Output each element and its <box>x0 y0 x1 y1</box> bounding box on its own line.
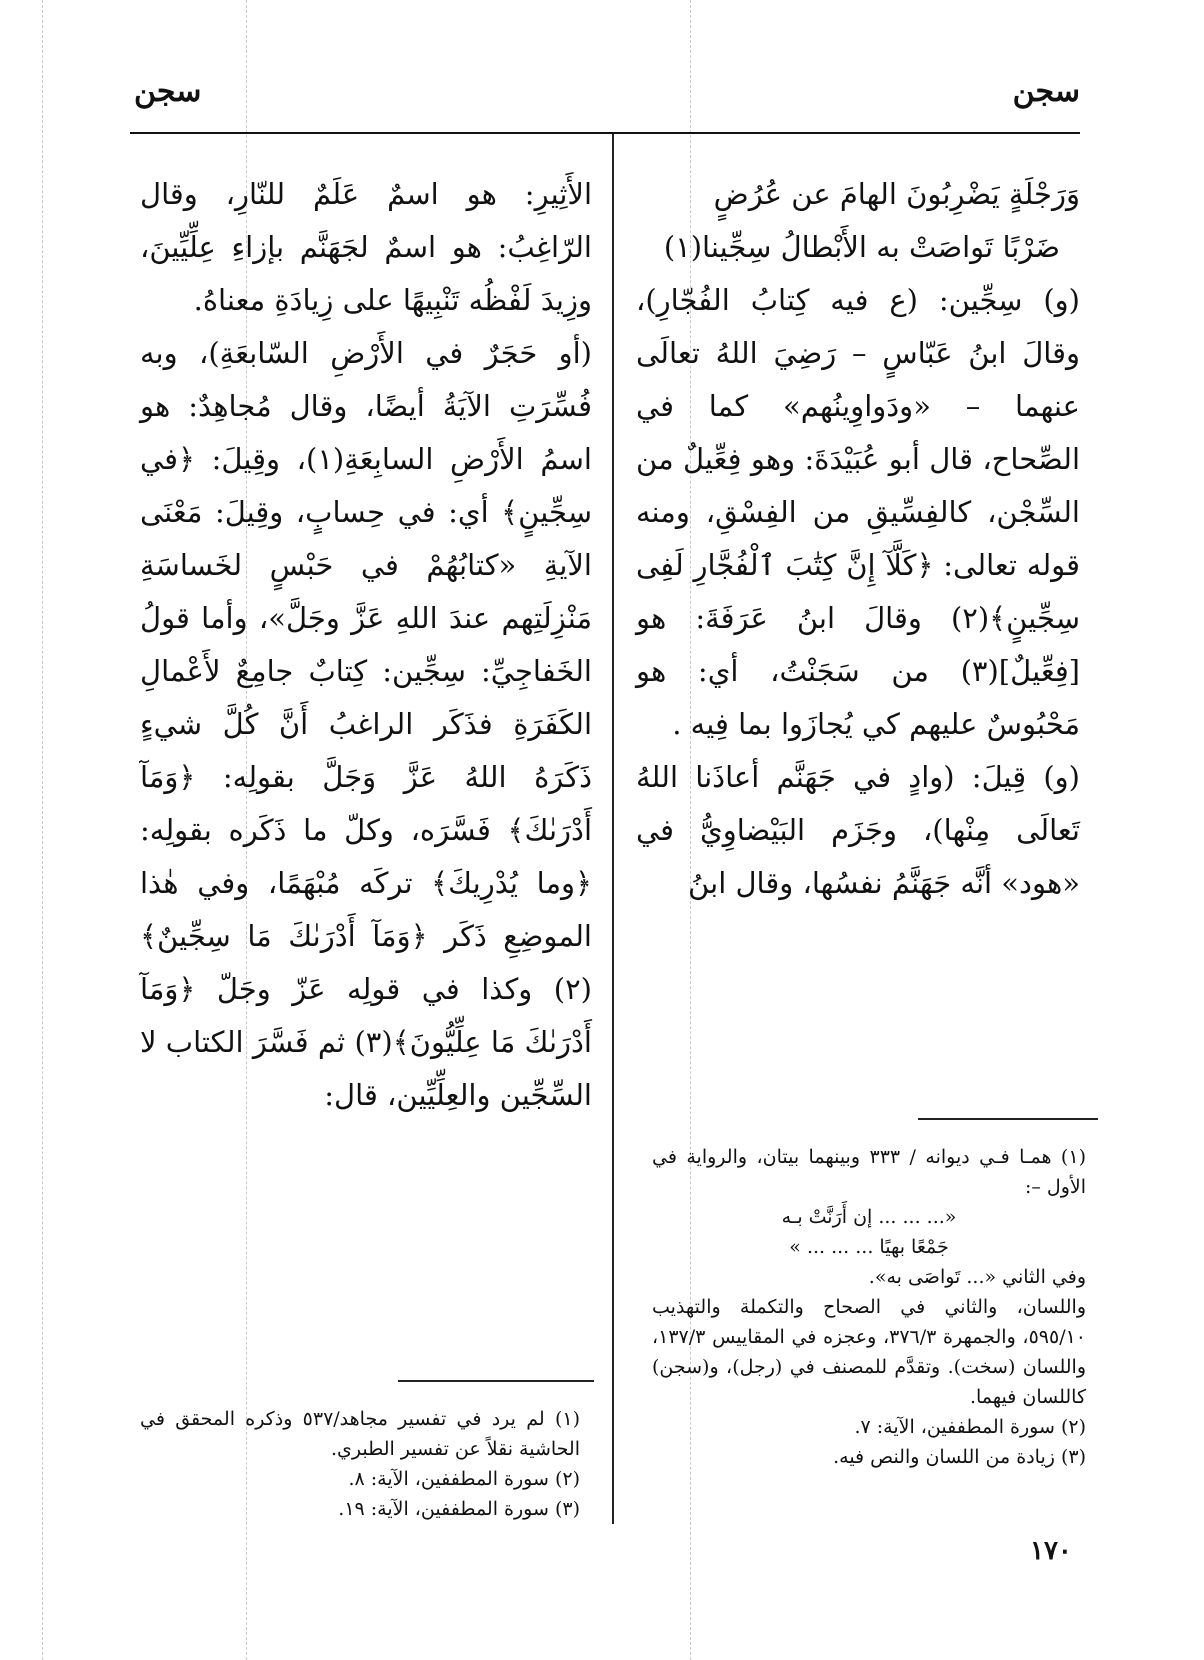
page-header <box>130 68 1080 134</box>
footnote-1-poem-2: جَمْعًا بهيًا ... ... ... » <box>789 1236 949 1258</box>
header-word-right: سجن <box>1012 74 1080 109</box>
footnote-1-line-2: وفي الثاني «... تَواصَى به». <box>868 1266 1086 1288</box>
footnote-1-poem-1: «... ... ... إن أَرَنَّتْ بـه <box>781 1206 957 1228</box>
header-word-left: سجن <box>134 74 202 109</box>
footnote-separator-left <box>398 1380 594 1382</box>
column-divider <box>612 134 614 1524</box>
verse-line-1: وَرَجْلَةٍ يَضْرِبُونَ الهامَ عن عُرُضٍ <box>713 177 1080 211</box>
left-paragraph-2: (أو حَجَرٌ في الأَرْضِ السّابعَةِ)، وبه فُسِّرَتِ الآيَةُ أيضًا، وقال مُجاهِدٌ: هو اسمُ الأَرْضِ السابِعَةِ(١)، وقِيلَ: ﴿في سِجِّينٍ﴾ أي: في حِسابٍ، وقِيلَ: مَعْنَى الآيةِ «كتابُهُمْ في حَبْسٍ لخَساسَةِ مَنْزِلَتِهم عندَ اللهِ عَزَّ وجَلَّ»، وأما قولُ الخَفاجِيِّ: سِجِّين: كِتابٌ جامِعٌ لأَعْمالِ الكَفَرَةِ فذَكَر الراغبُ أَنَّ كُلَّ شيءٍ ذَكَرَهُ اللهُ عَزَّ وَجَلَّ بقولِه: ﴿وَمَآ أَدْرَىٰكَ﴾ فَسَّرَه، وكلّ ما ذَكَره بقولِه: ﴿وما يُدْرِيكَ﴾ تركَه مُبْهَمًا، وفي هٰذا الموضِعِ ذَكَر ﴿وَمَآ أَدْرَىٰكَ مَا سِجِّينٌ﴾(٢) وكذا في قولِه عَزّ وجَلّ ﴿وَمَآ أَدْرَىٰكَ مَا عِلِّيُّونَ﴾(٣) ثم فَسَّرَ الكتاب لا السِّجِّين والعِلِّيِّين، قال: <box>140 336 592 1112</box>
right-paragraph-2: (و) قِيلَ: (وادٍ في جَهَنَّم أعاذَنا اللهُ تَعالَى مِنْها)، وجَزَم البَيْضاوِيُّ في «هود» أنَّه جَهَنَّمُ نفسُها، وقال ابنُ <box>636 760 1080 900</box>
footnote-3: (٣) سورة المطففين، الآية: ١٩. <box>338 1498 580 1520</box>
footnote-1: (١) لم يرد في تفسير مجاهد/٥٣٧ وذكره المحقق في الحاشية نقلاً عن تفسير الطبري. <box>140 1408 580 1460</box>
right-footnotes <box>652 1142 1086 1472</box>
footnote-1-line-1: (١) همـا فـي ديوانه / ٣٣٣ وبينهما بيتان، والرواية في الأول –: <box>652 1146 1086 1198</box>
right-paragraph-1: (و) سِجِّين: (ع فيه كِتابُ الفُجّارِ)، وقالَ ابنُ عَبّاسٍ – رَضِيَ اللهُ تعالَى عنهما – «ودَواوِينُهم» كما في الصِّحاح، قال أبو عُبَيْدَةَ: وهو فِعِّيلٌ من السِّجْن، كالفِسِّيقِ من الفِسْقِ، ومنه قوله تعالى: ﴿كَلَّآ إِنَّ كِتَٰبَ ٱلْفُجَّارِ لَفِى سِجِّينٍ﴾(٢) وقالَ ابنُ عَرَفَةَ: هو [فِعِّيلٌ](٣) من سَجَنْتُ، أي: هو مَحْبُوسٌ عليهم كي يُجازَوا بما فِيه . <box>636 283 1080 741</box>
left-paragraph-1: الأَثِيرِ: هو اسمٌ عَلَمٌ للنّارِ، وقال الرّاغِبُ: هو اسمٌ لجَهَنَّم بإزاءِ عِلِّيِّينَ، وزِيدَ لَفْظُه تَنْبِيهًا على زِيادَةِ معناهُ. <box>140 177 592 317</box>
left-footnotes <box>140 1404 580 1524</box>
footnote-1-line-3: واللسان، والثاني في الصحاح والتكملة والتهذيب ٥٩٥/١٠، والجمهرة ٣٧٦/٣، وعجزه في المقاييس ١٣٧/٣، واللسان (سخت). وتقدَّم للمصنف في (رجل)، و(سجن) كاللسان فيهما. <box>652 1296 1087 1408</box>
left-column <box>140 168 592 1122</box>
right-column <box>636 168 1080 910</box>
footnote-3: (٣) زيادة من اللسان والنص فيه. <box>833 1446 1086 1468</box>
verse-line-2: ضَرْبًا تَواصَتْ به الأَبْطالُ سِجِّينا(١) <box>663 230 1060 264</box>
footnote-2: (٢) سورة المطففين، الآية: ٧. <box>854 1416 1086 1438</box>
footnote-2: (٢) سورة المطففين، الآية: ٨. <box>348 1468 580 1490</box>
page-number: ١٧٠ <box>1030 1536 1072 1566</box>
footnote-separator-right <box>918 1118 1098 1120</box>
scan-guide-line <box>42 0 43 1660</box>
